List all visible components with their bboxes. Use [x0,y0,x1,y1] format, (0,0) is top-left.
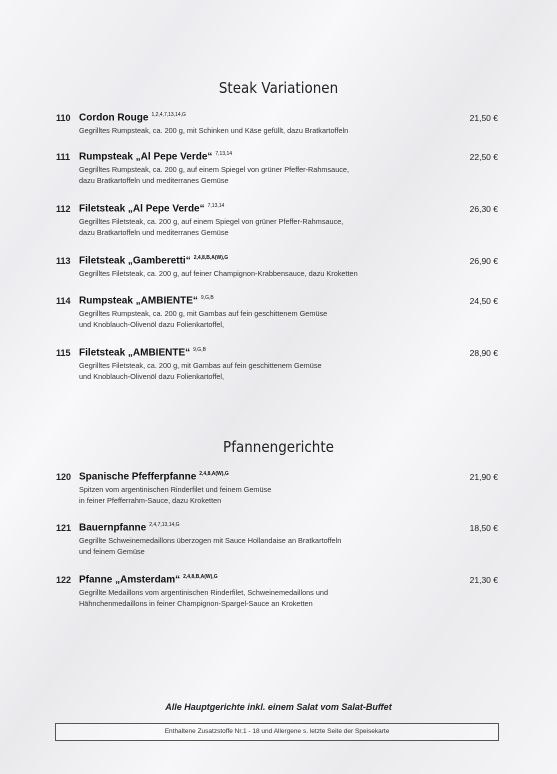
item-number: 112 [56,204,71,214]
item-name: Filetsteak „Gamberetti“ $^{2,4,8,B,A(W),G}$ [79,255,229,267]
item-description: Gegrilltes Rumpsteak, ca. 200 g, auf einem Spiegel von grüner Pfeffer-Rahmsauce, dazu Bratkartoffeln und mediterranes Gemüse [79,165,349,185]
item-description: Gegrilltes Filetsteak, ca. 200 g, auf einem Spiegel von grüner Pfeffer-Rahmsauce, dazu Bratkartoffeln und mediterranes Gemüse [79,217,344,237]
item-number: 110 [56,113,71,123]
item-number: 114 [56,296,71,306]
item-price: 26,30 € [469,204,498,214]
item-description: Gegrilltes Filetsteak, ca. 200 g, auf feiner Champignon-Krabbensauce, dazu Kroketten [79,269,358,278]
item-allergens: 2,4,8,B,A(W),G [183,574,218,580]
item-price: 21,30 € [469,575,498,585]
item-description: Gegrilltes Rumpsteak, ca. 200 g, mit Gambas auf fein geschittenem Gemüse und Knoblauch-Olivenöl dazu Folienkartoffel, [79,309,328,329]
item-allergens: 2,4,7,13,14,G [149,522,180,528]
item-name: Spanische Pfefferpfanne $^{2,4,8,A(W),G}$ [79,471,229,483]
item-number: 120 [56,472,72,482]
item-number: 115 [56,348,71,358]
item-number: 122 [56,575,72,585]
item-number: 111 [56,152,71,162]
item-name: Bauernpfanne $^{2,4,7,13,14,G}$ [79,522,180,534]
item-allergens: 7,13,14 [207,203,225,209]
item-price: 24,50 € [469,296,498,306]
item-allergens: 1,2,4,7,13,14,G [151,112,186,118]
section-title-pfanne: Pfannengerichte [223,438,334,456]
item-allergens: 7,13,14 [215,151,233,157]
item-price: 26,90 € [469,256,498,266]
item-description: Spitzen vom argentinischen Rinderfilet und feinem Gemüse in feiner Pfefferrahm-Sauce, dazu Kroketten [79,485,272,505]
item-description: Gegrillte Schweinemedaillons überzogen mit Sauce Hollandaise an Bratkartoffeln und feinem Gemüse [79,536,342,556]
item-price: 22,50 € [469,152,498,162]
item-price: 28,90 € [469,348,498,358]
allergen-notice-box: Enthaltene Zusatzstoffe Nr.1 - 18 und Allergene s. letzte Seite der Speisekarte [55,723,499,741]
item-description: Gegrilltes Filetsteak, ca. 200 g, mit Gambas auf fein geschittenem Gemüse und Knoblauch-Olivenöl dazu Folienkartoffel, [79,361,322,381]
item-number: 121 [56,523,72,533]
item-description: Gegrilltes Rumpsteak, ca. 200 g, mit Schinken und Käse gefüllt, dazu Bratkartoffeln [79,126,349,135]
item-description: Gegrillte Medaillons vom argentinischen Rinderfilet, Schweinemedaillons und Hähnchenmedaillons in feiner Champignon-Spargel-Sauce an Kroketten [79,588,329,608]
item-allergens: 2,4,8,A(W),G [199,471,229,477]
item-name: Filetsteak „Al Pepe Verde“ $^{7,13,14}$ [79,203,225,215]
item-price: 21,90 € [469,472,498,482]
item-name: Filetsteak „AMBIENTE“ $^{9,G,B}$ [79,347,206,359]
item-price: 18,50 € [469,523,498,533]
item-name: Rumpsteak „Al Pepe Verde“ $^{7,13,14}$ [79,151,233,163]
item-name: Rumpsteak „AMBIENTE“ $^{9,G,B}$ [79,295,214,307]
item-allergens: 9,G,B [193,347,206,353]
item-name: Cordon Rouge $^{1,2,4,7,13,14,G}$ [79,112,186,124]
item-name: Pfanne „Amsterdam“ $^{2,4,8,B,A(W),G}$ [79,574,218,586]
item-price: 21,50 € [469,113,498,123]
item-allergens: 9,G,B [200,295,214,301]
item-number: 113 [56,256,71,266]
buffet-note: Alle Hauptgerichte inkl. einem Salat vom Salat-Buffet [165,702,392,712]
section-title-steak: Steak Variationen [218,79,339,97]
item-allergens: 2,4,8,B,A(W),G [193,255,229,261]
